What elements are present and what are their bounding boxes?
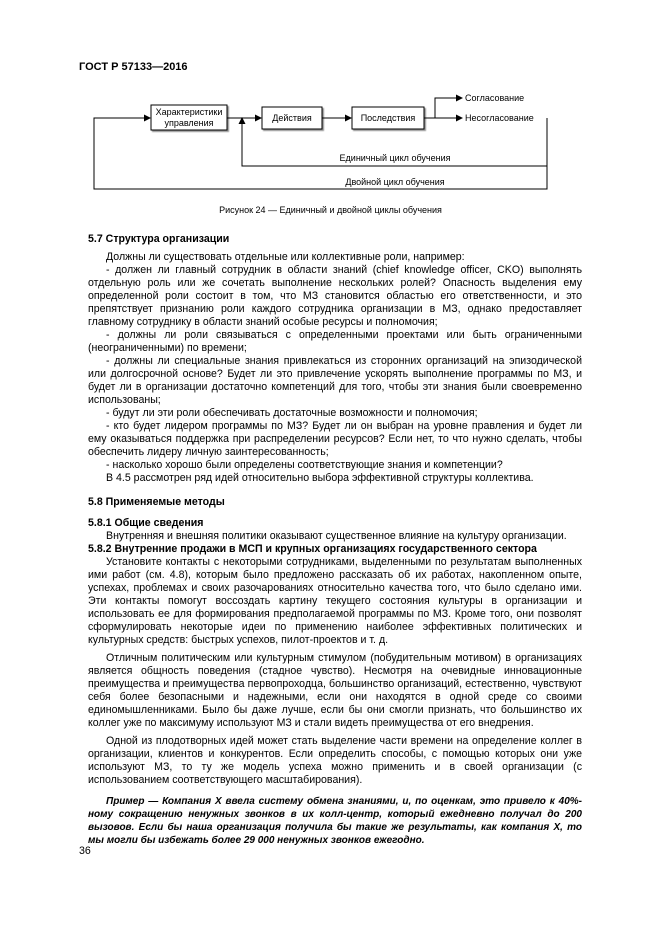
example-paragraph: Пример — Компания X ввела систему обмена знаниями, и, по оценкам, это привело к 40%-ному сокращению ненужных звонков в их колл-центр, который ежедневно получал до 200 вызовов. Если бы наша организация получила бы такие же результаты, как компания X, то мы могли бы избежать более 29 000 ненужных звонков ежегодно. [88,796,582,846]
section-5-7-title: 5.7 Структура организации [88,233,230,245]
single-loop-label: Единичный цикл обучения [339,153,451,163]
section-5-8-2-paragraph-3: Одной из плодотворных идей может стать выделение части времени на определение коллег в организации, клиентов и конкурентов. Если определить способы, с помощью которых они уже используют МЗ, то ту же модель успеха можно применить и в своей организации (с использованием соответствующего масштабирования). [88,735,582,786]
list-item: - кто будет лидером программы по МЗ? Будет ли он выбран на уровне правления и будет ли ему оказываться поддержка при распределении ресурсов? Если нет, то что нужно сделать, чтобы обеспечить лидеру личную заинтересованность; [88,420,582,458]
box-consequences-label: Последствия [360,113,416,123]
list-item: - должен ли главный сотрудник в области знаний (chief knowledge officer, CKO) выполнять отдельную роль или же сочетать выполнение нескольких ролей? Опасность выделения ему определенной роли состоит в том, что МЗ становится областью его ответственности, и это препятствует признанию роли каждого сотрудника организации в МЗ, однако предоставляет главному сотруднику в области знаний особые ресурсы и полномочия; [88,264,582,328]
section-5-7-outro: В 4.5 рассмотрен ряд идей относительно выбора эффективной структуры коллектива. [106,472,534,484]
box-characteristics-line1: Характеристики [155,107,223,117]
standard-header: ГОСТ Р 57133—2016 [79,61,188,73]
figure-caption: Рисунок 24 — Единичный и двойной циклы обучения [219,205,442,215]
section-5-8-2-paragraph-1: Установите контакты с некоторыми сотрудниками, выделенными по результатам выполненных ими работ (см. 4.8), которым было предложено рассказать об их работах, накопленном опыте, успехах, проблемах и своих разочарованиях относительно качества того, что было сделано ими. Эти контакты помогут воссоздать картину текущего состояния культуры в организации и использовать ее для формирования предполагаемой программы по МЗ. Кроме того, они позволят сформулировать некоторые идеи по применению наиболее эффективных политических и культурных средств: быстрых успехов, пилот-проектов и т. д. [88,556,582,646]
section-5-8-1-paragraph: Внутренняя и внешняя политики оказывают существенное влияние на культуру организации. [106,530,567,542]
section-5-7-intro: Должны ли существовать отдельные или коллективные роли, например: [106,251,465,263]
page-number: 36 [79,845,91,857]
box-actions-label: Действия [272,113,312,123]
outcome-agreement: Согласование [465,93,525,103]
section-5-8-title: 5.8 Применяемые методы [88,496,225,508]
learning-loops-diagram [79,88,579,196]
section-5-8-1-title: 5.8.1 Общие сведения [88,517,204,529]
list-item: - насколько хорошо были определены соответствующие знания и компетенции? [106,459,503,471]
section-5-8-2-paragraph-2: Отличным политическим или культурным стимулом (побудительным мотивом) в организациях является общность поведения (стадное чувство). Несмотря на очевидные инновационные преимущества и преимущества первопроходца, большинство организаций, естественно, чувствуют себя более безопасными и надежными, если они находятся в одной среде со своими единомышленниками. Было бы даже лучше, если бы они смогли признать, что большинство их коллег уже по максимуму используют МЗ и стали видеть преимущества от его внедрения. [88,652,582,729]
list-item: - должны ли специальные знания привлекаться из сторонних организаций на эпизодической или долгосрочной основе? Будет ли это привлечение ускорять выполнение программы по МЗ, и будет ли в организации достаточно компетенций для того, чтобы эти знания были своевременно использованы; [88,355,582,406]
box-characteristics-line2: управления [164,118,214,128]
list-item: - будут ли эти роли обеспечивать достаточные возможности и полномочия; [106,407,478,419]
main-content [88,233,582,847]
list-item: - должны ли роли связываться с определенными проектами или быть ограниченными (неограниченными) по времени; [88,329,582,354]
arrow-to-agreement [424,98,462,118]
outcome-disagreement: Несогласование [465,113,534,123]
double-loop-label: Двойной цикл обучения [345,177,445,187]
section-5-8-2-title: 5.8.2 Внутренние продажи в МСП и крупных организациях государственного сектора [88,543,537,555]
